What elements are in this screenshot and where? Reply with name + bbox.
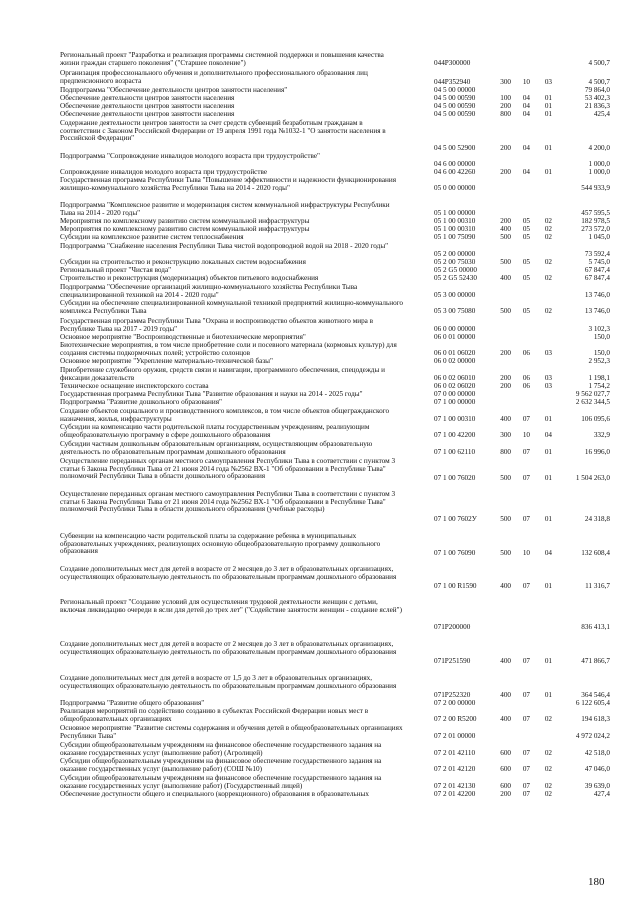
cell-name: Обеспечение деятельности центров занятости населения — [60, 102, 235, 110]
cell-sum: 21 836,3 — [584, 102, 610, 110]
cell-kcsr: 05 1 00 00000 — [434, 209, 476, 217]
cell-kvr: 400 — [500, 415, 511, 423]
cell-pr: 02 — [544, 715, 552, 723]
cell-kvr: 200 — [500, 382, 511, 390]
cell-pr: 01 — [544, 691, 552, 699]
cell-kvr: 400 — [500, 691, 511, 699]
cell-kcsr: 04 5 00 00590 — [434, 94, 476, 102]
cell-pr: 02 — [544, 225, 552, 233]
cell-name: Подпрограмма "Развитие общего образования" — [60, 699, 205, 707]
cell-name: Основное мероприятие "Воспроизводственные и биотехнические мероприятия" — [60, 333, 306, 341]
cell-rz: 07 — [522, 474, 530, 482]
cell-sum: 425,4 — [593, 110, 610, 118]
cell-sum: 13 746,0 — [584, 307, 610, 315]
cell-kvr: 600 — [500, 782, 511, 790]
cell-rz: 07 — [522, 765, 530, 773]
cell-name: Мероприятия по комплексному развитию систем коммунальной инфраструктуры — [60, 225, 310, 233]
cell-name: Государственная программа Республики Тыва "Охрана и воспроизводство объектов животного мира в Республике Тыва на 2017 - 2019 годы" — [60, 317, 374, 333]
cell-pr: 02 — [544, 274, 552, 282]
cell-kvr: 500 — [500, 474, 511, 482]
cell-kcsr: 071P251590 — [434, 657, 471, 665]
cell-pr: 01 — [544, 102, 552, 110]
cell-sum: 471 866,7 — [581, 657, 610, 665]
cell-sum: 273 572,0 — [581, 225, 610, 233]
cell-sum: 1 198,1 — [588, 374, 610, 382]
cell-rz: 04 — [522, 102, 530, 110]
page-number: 180 — [588, 876, 605, 888]
cell-kvr: 200 — [500, 217, 511, 225]
cell-name: Основное мероприятие "Укрепление материально-технической базы" — [60, 357, 273, 365]
cell-name: Субвенции на компенсацию части родительской платы за содержание ребенка в муниципальных образовательных учреждениях, реализующих основную общеобразовательную программу дошкольного образования — [60, 532, 381, 556]
cell-name: Создание дополнительных мест для детей в возрасте от 2 месяцев до 3 лет в образовательных организациях, осуществляющих образовательную деятельность по образовательным программам дошкольного образования — [60, 640, 397, 656]
cell-name: Осуществление переданных органам местного самоуправления Республики Тыва в соответствии с пунктом 3 статьи 6 Закона Республики Тыва от 21 июня 2014 года №2562 ВХ-1 "Об образовании в Республике Тыва" полномочий Республики Тыва в области дошкольного образования (учебные расходы) — [60, 490, 396, 514]
cell-rz: 04 — [522, 94, 530, 102]
cell-rz: 05 — [522, 225, 530, 233]
cell-kcsr: 044P352940 — [434, 78, 471, 86]
cell-kcsr: 05 2 G5 52430 — [434, 274, 477, 282]
cell-sum: 544 933,9 — [581, 184, 610, 192]
cell-rz: 06 — [522, 374, 530, 382]
cell-sum: 1 504 263,0 — [575, 474, 610, 482]
cell-kcsr: 06 0 01 00000 — [434, 333, 476, 341]
cell-kcsr: 04 6 00 42260 — [434, 168, 476, 176]
cell-name: Государственная программа Республики Тыва "Повышение эффективности и надежности функционирования жилищно-коммунального хозяйства Республики Тыва на 2014 - 2020 годы" — [60, 176, 397, 192]
cell-sum: 4 500,7 — [588, 78, 610, 86]
cell-kcsr: 07 2 00 R5200 — [434, 715, 477, 723]
cell-pr: 02 — [544, 217, 552, 225]
cell-pr: 01 — [544, 582, 552, 590]
cell-pr: 01 — [544, 448, 552, 456]
cell-kvr: 400 — [500, 225, 511, 233]
cell-pr: 01 — [544, 94, 552, 102]
cell-sum: 457 595,5 — [581, 209, 610, 217]
cell-kvr: 300 — [500, 78, 511, 86]
cell-kcsr: 04 6 00 00000 — [434, 160, 476, 168]
cell-sum: 182 978,5 — [581, 217, 610, 225]
cell-kvr: 600 — [500, 765, 511, 773]
cell-name: Создание объектов социального и производственного комплексов, в том числе объектов общегражданского назначения, жилья, инфраструктуры — [60, 407, 390, 423]
cell-kcsr: 07 1 00 00000 — [434, 398, 476, 406]
cell-pr: 03 — [544, 349, 552, 357]
cell-sum: 1 045,0 — [588, 233, 610, 241]
cell-name: Субсидии на строительство и реконструкцию локальных систем водоснабжения — [60, 258, 306, 266]
cell-name: Подпрограмма "Снабжение населения Республики Тыва чистой водопроводной водой на 2018 - 2020 годы" — [60, 242, 389, 250]
cell-kcsr: 05 3 00 00000 — [434, 291, 476, 299]
cell-pr: 03 — [544, 382, 552, 390]
cell-sum: 1 754,2 — [588, 382, 610, 390]
cell-sum: 132 608,4 — [581, 549, 610, 557]
cell-sum: 79 864,0 — [584, 86, 610, 94]
cell-kvr: 500 — [500, 307, 511, 315]
cell-kcsr: 06 0 00 00000 — [434, 325, 476, 333]
cell-pr: 02 — [544, 782, 552, 790]
cell-name: Сопровождение инвалидов молодого возраста при трудоустройстве — [60, 168, 268, 176]
cell-rz: 07 — [522, 582, 530, 590]
cell-kcsr: 04 5 00 00590 — [434, 110, 476, 118]
cell-sum: 150,0 — [593, 349, 610, 357]
cell-sum: 53 402,3 — [584, 94, 610, 102]
cell-kcsr: 05 3 00 75080 — [434, 307, 476, 315]
cell-kcsr: 05 2 G5 00000 — [434, 266, 477, 274]
cell-name: Биотехнические мероприятия, в том числе приобретение соли и посевного материала (кормовых культур) для создания системы подкормочных полей; устройство солонцов — [60, 341, 397, 357]
cell-kvr: 400 — [500, 274, 511, 282]
cell-kcsr: 04 5 00 52900 — [434, 144, 476, 152]
cell-pr: 02 — [544, 749, 552, 757]
cell-pr: 01 — [544, 168, 552, 176]
cell-sum: 4 500,7 — [588, 59, 610, 67]
cell-kcsr: 04 5 00 00000 — [434, 86, 476, 94]
cell-sum: 194 618,3 — [581, 715, 610, 723]
cell-sum: 16 996,0 — [584, 448, 610, 456]
cell-sum: 67 847,4 — [584, 274, 610, 282]
cell-sum: 47 046,0 — [584, 765, 610, 773]
cell-kcsr: 05 2 00 00000 — [434, 250, 476, 258]
cell-rz: 07 — [522, 790, 530, 798]
cell-kcsr: 07 1 00 7602У — [434, 515, 477, 523]
cell-rz: 10 — [522, 78, 530, 86]
cell-kvr: 500 — [500, 515, 511, 523]
cell-sum: 2 952,3 — [588, 357, 610, 365]
cell-name: Создание дополнительных мест для детей в возрасте от 1,5 до 3 лет в образовательных организациях, осуществляющих образовательную деятельность по образовательным программам дошкольного образования — [60, 674, 397, 690]
cell-kcsr: 07 2 01 42200 — [434, 790, 476, 798]
cell-pr: 02 — [544, 790, 552, 798]
cell-rz: 07 — [522, 749, 530, 757]
cell-kvr: 200 — [500, 349, 511, 357]
cell-kcsr: 07 1 00 76020 — [434, 474, 476, 482]
cell-pr: 04 — [544, 549, 552, 557]
cell-name: Обеспечение деятельности центров занятости населения — [60, 94, 235, 102]
cell-name: Основное мероприятие "Развитие системы содержания и обучения детей в общеобразовательных организациях Республики Тыва" — [60, 724, 403, 740]
cell-sum: 364 546,4 — [581, 691, 610, 699]
cell-sum: 106 095,6 — [581, 415, 610, 423]
cell-kcsr: 07 2 01 00000 — [434, 732, 476, 740]
cell-pr: 01 — [544, 110, 552, 118]
cell-rz: 04 — [522, 168, 530, 176]
cell-name: Строительство и реконструкция (модернизация) объектов питьевого водоснабжения — [60, 274, 319, 282]
cell-kvr: 800 — [500, 448, 511, 456]
cell-kcsr: 07 1 00 76090 — [434, 549, 476, 557]
cell-kcsr: 05 2 00 75030 — [434, 258, 476, 266]
cell-sum: 2 632 344,5 — [575, 398, 610, 406]
cell-kcsr: 07 1 00 42200 — [434, 431, 476, 439]
cell-kvr: 400 — [500, 715, 511, 723]
cell-sum: 6 122 605,4 — [575, 699, 610, 707]
cell-pr: 02 — [544, 307, 552, 315]
cell-name: Субсидии на компенсацию части родительской платы государственным учреждениям, реализующим общеобразовательную программу в сфере дошкольного образования — [60, 423, 370, 439]
cell-name: Обеспечение доступности общего и специального (коррекционного) образования в образовательных — [60, 790, 369, 798]
cell-sum: 1 000,0 — [588, 168, 610, 176]
cell-kcsr: 07 0 00 00000 — [434, 390, 476, 398]
cell-rz: 05 — [522, 274, 530, 282]
cell-kcsr: 071P200000 — [434, 623, 471, 631]
cell-kcsr: 07 1 00 62110 — [434, 448, 476, 456]
cell-pr: 04 — [544, 431, 552, 439]
cell-name: Организация профессионального обучения и дополнительного профессионального образования лиц предпенсионного возраста — [60, 69, 368, 85]
cell-kcsr: 07 2 01 42120 — [434, 765, 476, 773]
cell-sum: 4 972 024,2 — [575, 732, 610, 740]
cell-pr: 03 — [544, 78, 552, 86]
cell-kvr: 400 — [500, 657, 511, 665]
cell-sum: 42 518,0 — [584, 749, 610, 757]
cell-rz: 04 — [522, 110, 530, 118]
cell-kvr: 200 — [500, 374, 511, 382]
cell-kvr: 500 — [500, 549, 511, 557]
cell-kvr: 400 — [500, 582, 511, 590]
cell-name: Осуществление переданных органам местного самоуправления Республики Тыва в соответствии с пунктом 3 статьи 6 Закона Республики Тыва от 21 июня 2014 года №2562 ВХ-1 "Об образовании в Республике Тыва" полномочий Республики Тыва в области дошкольного образования — [60, 457, 396, 481]
cell-sum: 4 200,0 — [588, 144, 610, 152]
cell-kcsr: 071P252320 — [434, 691, 471, 699]
cell-name: Региональный проект "Чистая вода" — [60, 266, 172, 274]
cell-rz: 07 — [522, 657, 530, 665]
cell-kcsr: 05 1 00 75090 — [434, 233, 476, 241]
cell-name: Субсидии на комплексное развитие систем теплоснабжения — [60, 233, 244, 241]
cell-sum: 427,4 — [593, 790, 610, 798]
cell-kvr: 600 — [500, 749, 511, 757]
cell-kcsr: 06 0 01 06020 — [434, 349, 476, 357]
cell-sum: 836 413,1 — [581, 623, 610, 631]
cell-name: Создание дополнительных мест для детей в возрасте от 2 месяцев до 3 лет в образовательных организациях, осуществляющих образовательную деятельность по образовательным программам дошкольного образования — [60, 565, 397, 581]
cell-sum: 11 316,7 — [585, 582, 610, 590]
cell-kcsr: 07 1 00 R1590 — [434, 582, 477, 590]
cell-kcsr: 07 2 00 00000 — [434, 699, 476, 707]
cell-kvr: 200 — [500, 102, 511, 110]
cell-rz: 05 — [522, 233, 530, 241]
cell-sum: 24 318,8 — [584, 515, 610, 523]
cell-name: Подпрограмма "Сопровождение инвалидов молодого возраста при трудоустройстве" — [60, 152, 320, 160]
cell-name: Субсидии общеобразовательным учреждениям на финансовое обеспечение государственного задания на оказание государственных услуг (выполнение работ) (Государственный лицей) — [60, 774, 382, 790]
cell-name: Региональный проект "Разработка и реализация программы системной поддержки и повышения качества жизни граждан старшего поколения" ("Старшее поколение") — [60, 51, 384, 67]
cell-name: Субсидии частным дошкольным образовательным организациям, осуществляющим образовательную деятельность по образовательным программам дошкольного образования — [60, 440, 373, 456]
cell-pr: 01 — [544, 474, 552, 482]
cell-sum: 5 745,0 — [588, 258, 610, 266]
cell-kcsr: 05 1 00 00310 — [434, 217, 476, 225]
cell-sum: 9 562 027,7 — [575, 390, 610, 398]
cell-rz: 07 — [522, 448, 530, 456]
cell-name: Подпрограмма "Обеспечение организаций жилищно-коммунального хозяйства Республики Тыва специализированной техникой на 2014 - 2020 годы" — [60, 283, 358, 299]
cell-kvr: 800 — [500, 110, 511, 118]
cell-pr: 03 — [544, 374, 552, 382]
cell-name: Подпрограмма "Развитие дошкольного образования" — [60, 398, 222, 406]
cell-pr: 02 — [544, 765, 552, 773]
cell-pr: 01 — [544, 515, 552, 523]
cell-kcsr: 06 0 02 00000 — [434, 357, 476, 365]
cell-kvr: 500 — [500, 258, 511, 266]
cell-pr: 01 — [544, 415, 552, 423]
cell-kvr: 500 — [500, 233, 511, 241]
cell-kcsr: 07 2 01 42110 — [434, 749, 476, 757]
cell-name: Содержание деятельности центров занятости за счет средств субвенций безработным гражданам в соответствии с Законом Российской Федерации от 19 апреля 1991 года №1032-1 "О занятости населения в Российской Федерации" — [60, 119, 386, 143]
cell-name: Приобретение служебного оружия, средств связи и навигации, программного обеспечения, спецодежды и фиксации доказательств — [60, 366, 385, 382]
cell-sum: 150,0 — [593, 333, 610, 341]
cell-pr: 02 — [544, 258, 552, 266]
cell-pr: 01 — [544, 144, 552, 152]
cell-sum: 13 746,0 — [584, 291, 610, 299]
cell-rz: 07 — [522, 715, 530, 723]
cell-rz: 10 — [522, 549, 530, 557]
cell-kcsr: 05 1 00 00310 — [434, 225, 476, 233]
cell-kvr: 200 — [500, 144, 511, 152]
cell-name: Техническое оснащение инспекторского состава — [60, 382, 209, 390]
cell-sum: 73 592,4 — [584, 250, 610, 258]
cell-name: Подпрограмма "Комплексное развитие и модернизация систем коммунальной инфраструктуры Республики Тыва на 2014 - 2020 годы" — [60, 201, 390, 217]
cell-name: Субсидии на обеспечение специализированной коммунальной техникой предприятий жилищно-коммунального комплекса Республики Тыва — [60, 299, 404, 315]
cell-name: Государственная программа Республики Тыва "Развитие образования и науки на 2014 - 2025 годы" — [60, 390, 363, 398]
cell-rz: 07 — [522, 782, 530, 790]
cell-kcsr: 04 5 00 00590 — [434, 102, 476, 110]
cell-name: Реализация мероприятий по содействию созданию в субъектах Российской Федерации новых мест в общеобразовательных организациях — [60, 707, 369, 723]
cell-kcsr: 05 0 00 00000 — [434, 184, 476, 192]
cell-kcsr: 06 0 02 06020 — [434, 382, 476, 390]
cell-rz: 10 — [522, 431, 530, 439]
cell-kvr: 300 — [500, 431, 511, 439]
cell-kcsr: 07 2 01 42130 — [434, 782, 476, 790]
cell-rz: 07 — [522, 515, 530, 523]
cell-rz: 06 — [522, 382, 530, 390]
cell-name: Субсидии общеобразовательным учреждениям на финансовое обеспечение государственного задания на оказание государственных услуг (выполнение работ) (СОШ №10) — [60, 757, 382, 773]
cell-kcsr: 06 0 02 06010 — [434, 374, 476, 382]
cell-rz: 04 — [522, 144, 530, 152]
cell-sum: 3 102,3 — [588, 325, 610, 333]
cell-sum: 1 000,0 — [588, 160, 610, 168]
cell-rz: 06 — [522, 349, 530, 357]
cell-name: Подпрограмма "Обеспечение деятельности центров занятости населения" — [60, 86, 288, 94]
cell-pr: 02 — [544, 233, 552, 241]
cell-sum: 332,9 — [593, 431, 610, 439]
cell-kvr: 100 — [500, 94, 511, 102]
cell-rz: 05 — [522, 258, 530, 266]
cell-name: Региональный проект "Создание условий для осуществления трудовой деятельности женщин с детьми, включая ликвидацию очереди в ясли для детей до трех лет" ("Содействие занятости женщин - создание яслей") — [60, 598, 402, 614]
cell-kcsr: 07 1 00 00310 — [434, 415, 476, 423]
cell-kvr: 200 — [500, 790, 511, 798]
cell-pr: 01 — [544, 657, 552, 665]
cell-sum: 39 639,0 — [584, 782, 610, 790]
cell-name: Обеспечение деятельности центров занятости населения — [60, 110, 235, 118]
cell-rz: 05 — [522, 217, 530, 225]
cell-name: Мероприятия по комплексному развитию систем коммунальной инфраструктуры — [60, 217, 310, 225]
cell-kvr: 200 — [500, 168, 511, 176]
cell-name: Субсидии общеобразовательным учреждениям на финансовое обеспечение государственного задания на оказание государственных услуг (выполнение работ) (Агролицей) — [60, 741, 382, 757]
cell-rz: 05 — [522, 307, 530, 315]
cell-kcsr: 044P300000 — [434, 59, 471, 67]
cell-rz: 07 — [522, 691, 530, 699]
cell-rz: 07 — [522, 415, 530, 423]
cell-sum: 67 847,4 — [584, 266, 610, 274]
